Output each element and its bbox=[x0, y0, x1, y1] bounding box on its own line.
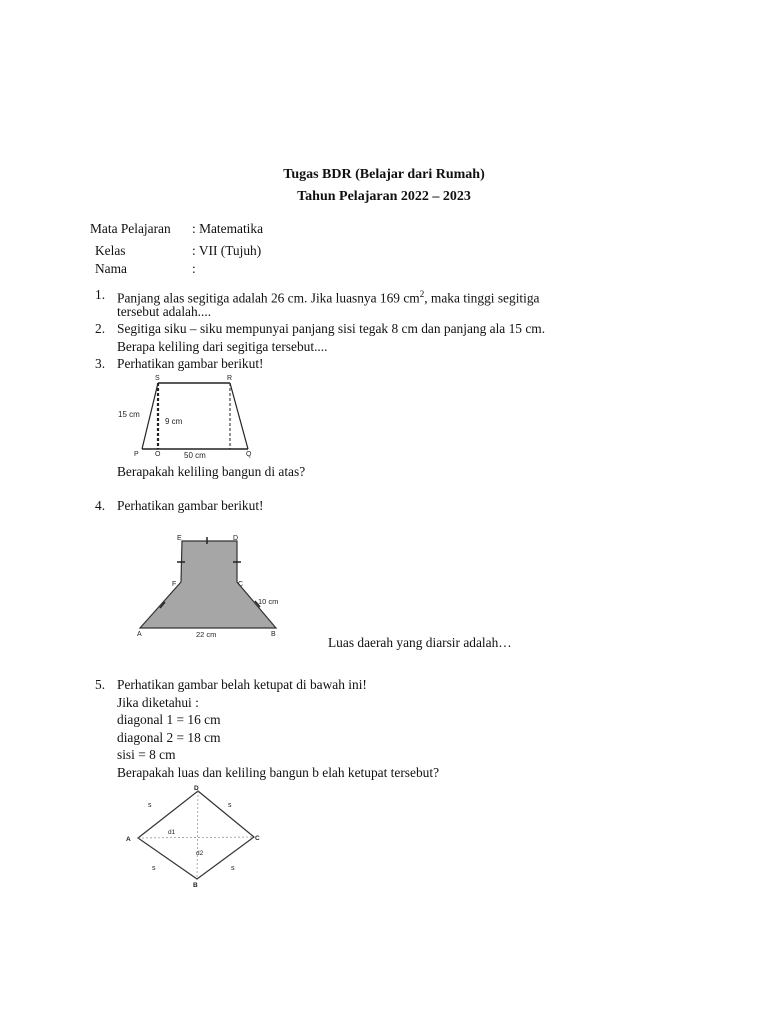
label-p: P bbox=[134, 451, 139, 458]
side-length-label: 15 cm bbox=[118, 410, 140, 419]
question-5-text: Perhatikan gambar belah ketupat di bawah ini! bbox=[117, 677, 367, 692]
document-title: Tugas BDR (Belajar dari Rumah) bbox=[283, 167, 485, 182]
trapezoid-figure bbox=[110, 372, 280, 462]
name-value: : bbox=[192, 261, 196, 276]
base-length-label: 50 cm bbox=[184, 451, 206, 460]
label-b: B bbox=[271, 631, 276, 638]
d1-label: d1 bbox=[168, 829, 176, 836]
subject-value: : Matematika bbox=[192, 221, 264, 236]
label-b: B bbox=[193, 882, 198, 889]
side-label-top-left: s bbox=[148, 802, 152, 809]
question-5-question: Berapakah luas dan keliling bangun b elah ketupat tersebut? bbox=[117, 765, 440, 780]
question-5-diagonal-1: diagonal 1 = 16 cm bbox=[117, 712, 221, 727]
question-2-text: Segitiga siku – siku mempunyai panjang sisi tegak 8 cm dan panjang ala 15 cm. bbox=[117, 321, 546, 336]
side-label-bottom-left: s bbox=[152, 865, 156, 872]
side-label-top-right: s bbox=[228, 802, 232, 809]
question-3-question: Berapakah keliling bangun di atas? bbox=[117, 464, 306, 479]
slant-length-label: 10 cm bbox=[258, 597, 279, 606]
class-label: Kelas bbox=[95, 243, 126, 258]
shaded-shape-figure bbox=[132, 530, 292, 645]
trapezoid-right-edge bbox=[230, 383, 248, 449]
subject-label: Mata Pelajaran bbox=[90, 221, 171, 236]
trapezoid-left-edge bbox=[142, 383, 158, 449]
base-length-label: 22 cm bbox=[196, 630, 217, 639]
diagonal-1-line bbox=[138, 837, 254, 838]
question-1-number: 1. bbox=[95, 287, 106, 302]
label-c: C bbox=[238, 581, 244, 588]
question-2-number: 2. bbox=[95, 321, 106, 336]
question-4-question: Luas daerah yang diarsir adalah… bbox=[328, 635, 512, 650]
height-label: 9 cm bbox=[165, 417, 183, 426]
d2-label: d2 bbox=[196, 850, 204, 857]
question-5-given: Jika diketahui : bbox=[117, 695, 199, 710]
label-a: A bbox=[137, 631, 142, 638]
question-4-text: Perhatikan gambar berikut! bbox=[117, 498, 264, 513]
label-s: S bbox=[155, 375, 160, 382]
question-1-text-line2: tersebut adalah.... bbox=[117, 304, 212, 319]
class-value: : VII (Tujuh) bbox=[192, 243, 262, 258]
question-2-text-line2: Berapa keliling dari segitiga tersebut.... bbox=[117, 339, 328, 354]
label-q: Q bbox=[246, 451, 252, 458]
shaded-region bbox=[140, 541, 279, 628]
document-year: Tahun Pelajaran 2022 – 2023 bbox=[297, 189, 471, 204]
name-label: Nama bbox=[95, 261, 127, 276]
side-label-bottom-right: s bbox=[231, 865, 235, 872]
label-f: F bbox=[172, 581, 177, 588]
question-5-number: 5. bbox=[95, 677, 106, 692]
label-a: A bbox=[126, 836, 131, 843]
question-4-number: 4. bbox=[95, 498, 106, 513]
label-d: D bbox=[194, 785, 199, 792]
label-r: R bbox=[227, 375, 233, 382]
label-d: D bbox=[233, 535, 239, 542]
label-c: C bbox=[255, 835, 260, 842]
question-3-text: Perhatikan gambar berikut! bbox=[117, 356, 264, 371]
question-5-side: sisi = 8 cm bbox=[117, 747, 176, 762]
diagonal-2-line bbox=[197, 791, 198, 879]
question-3-number: 3. bbox=[95, 356, 106, 371]
question-5-diagonal-2: diagonal 2 = 18 cm bbox=[117, 730, 221, 745]
question-1-text: Panjang alas segitiga adalah 26 cm. Jika luasnya 169 $cm^2$, maka tinggi segitiga bbox=[117, 289, 540, 306]
rhombus-figure bbox=[118, 783, 283, 893]
label-e: E bbox=[177, 535, 182, 542]
label-o: O bbox=[155, 451, 161, 458]
